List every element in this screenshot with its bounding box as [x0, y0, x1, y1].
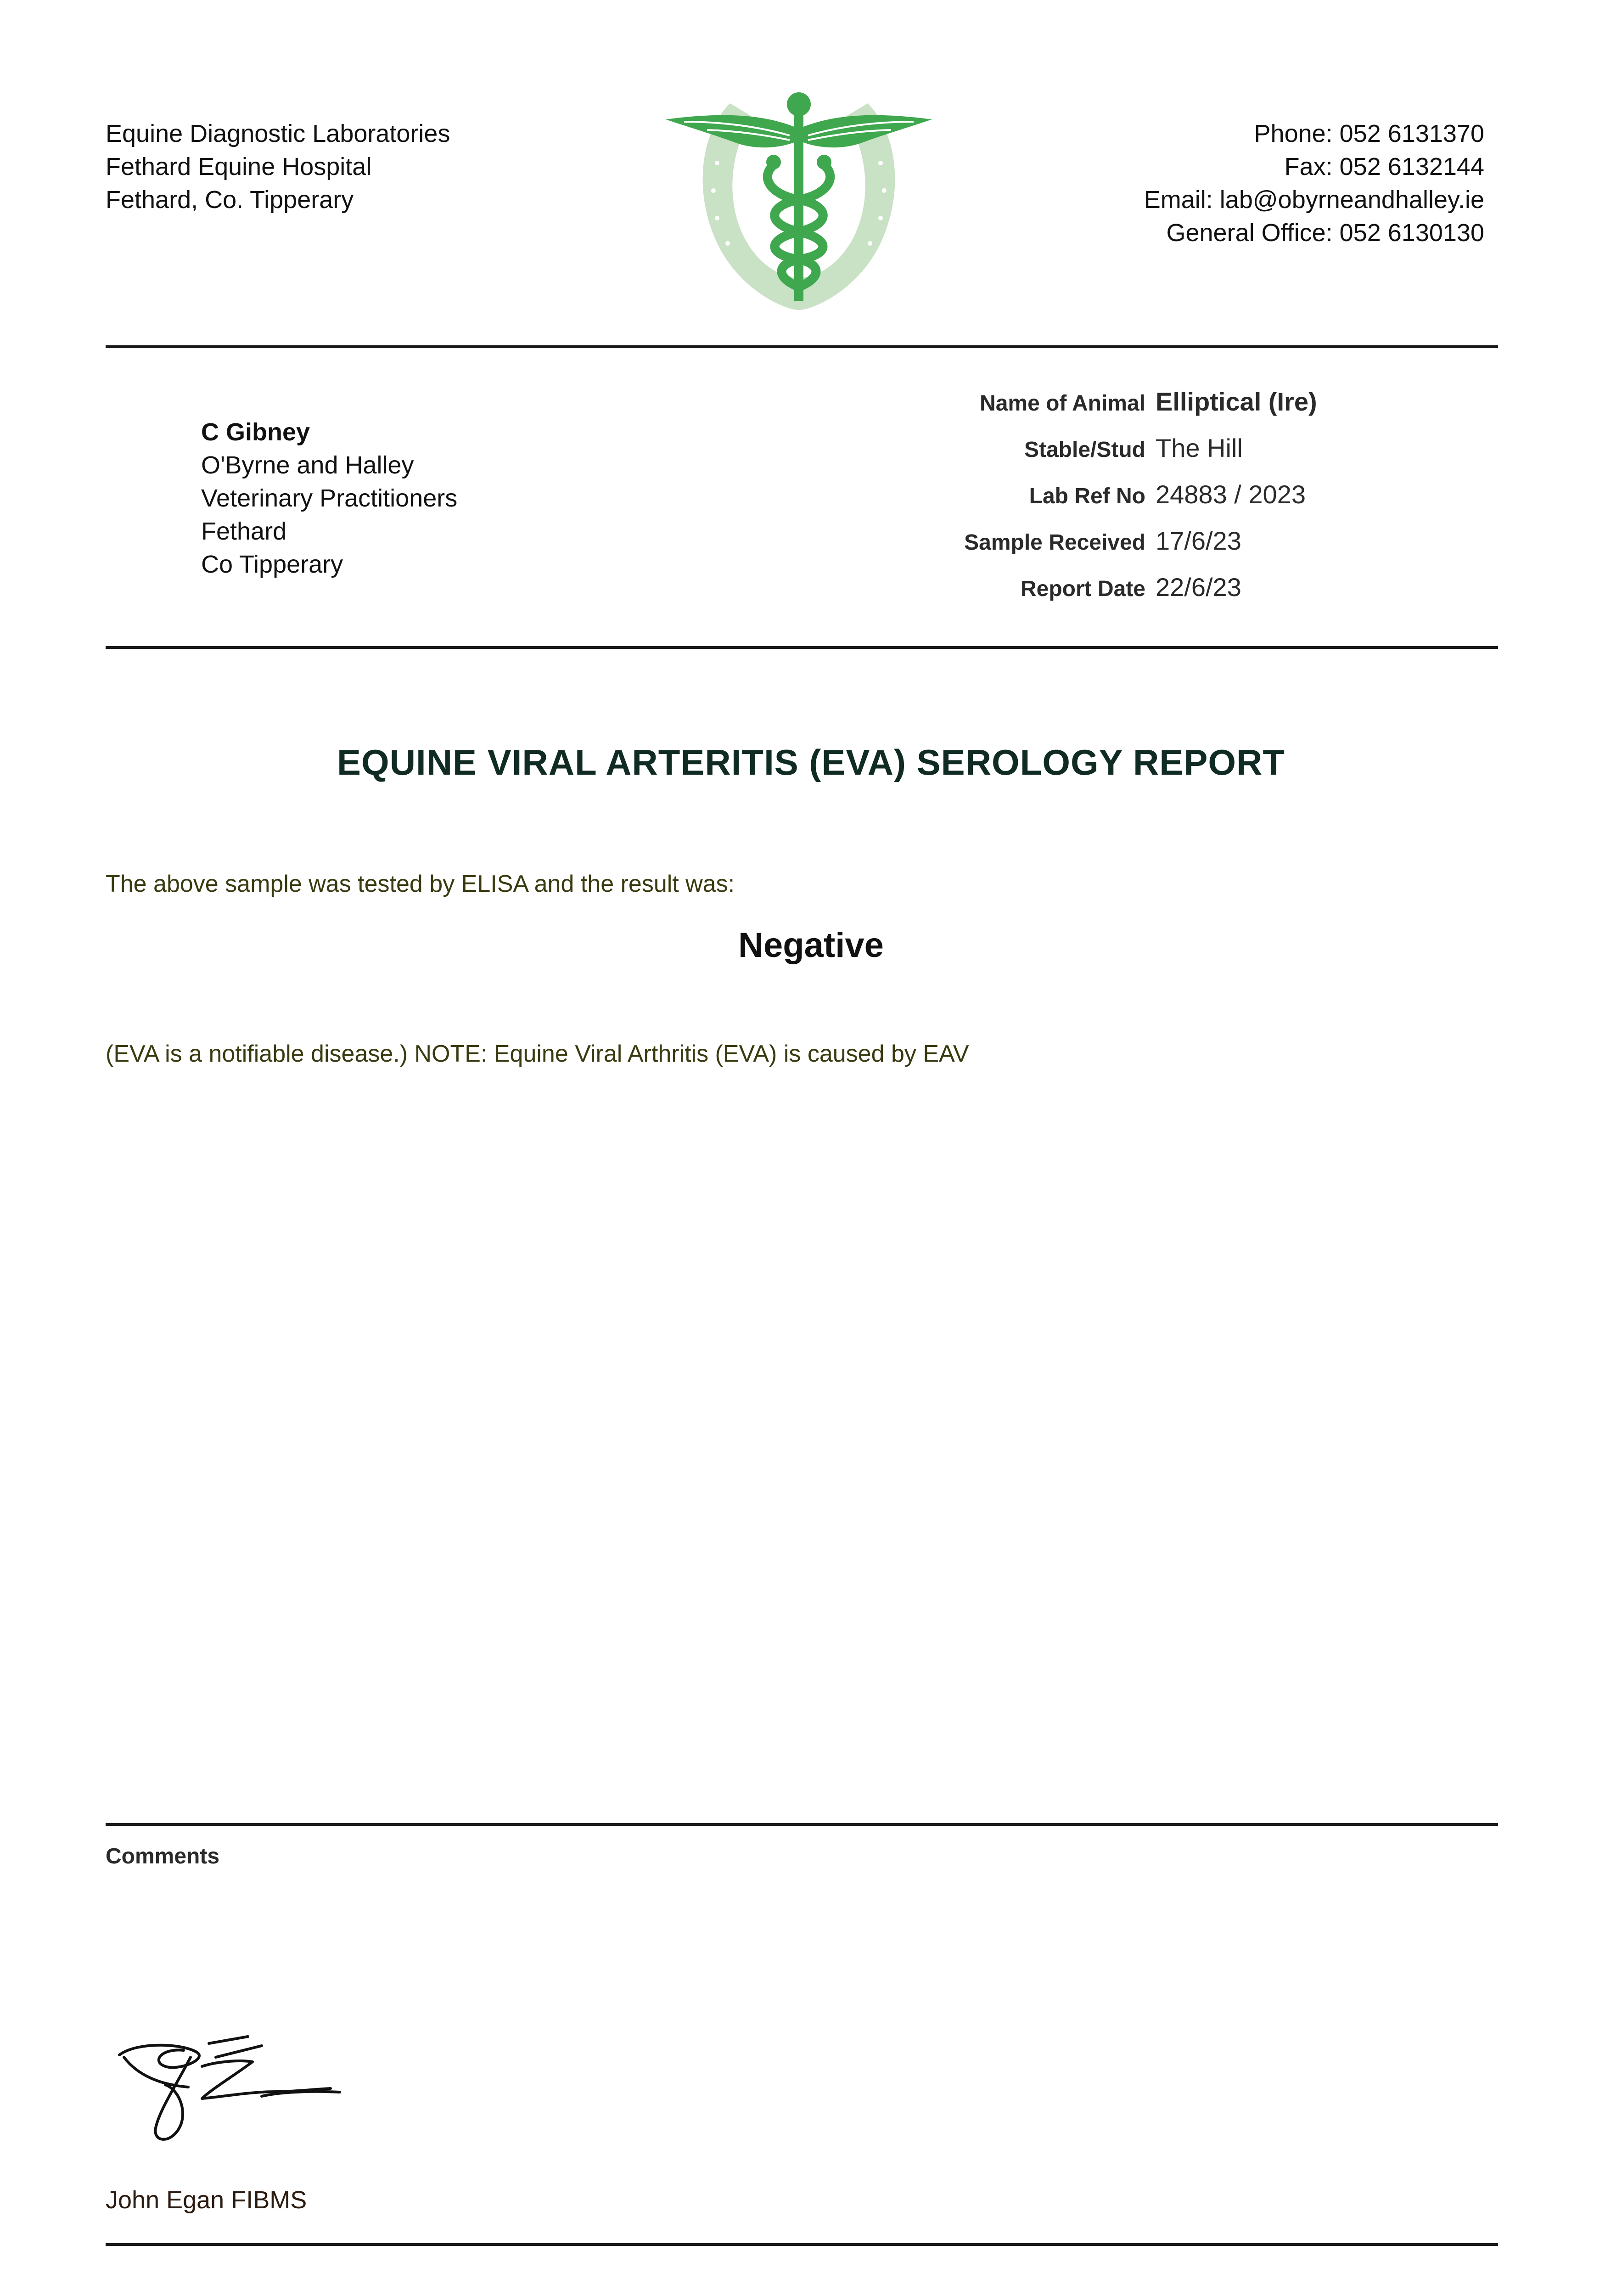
- detail-row-sample-received: [689, 526, 1317, 572]
- lab-address-line: Fethard, Co. Tipperary: [106, 186, 354, 214]
- detail-row-report-date: [689, 572, 1317, 619]
- recipient-line: Fethard: [201, 518, 287, 545]
- detail-label: Name of Animal: [980, 391, 1145, 416]
- detail-value: The Hill: [1156, 433, 1243, 462]
- caduceus-horseshoe-icon: [666, 85, 932, 315]
- detail-value: 17/6/23: [1156, 526, 1241, 555]
- header-divider: [106, 345, 1498, 348]
- detail-label: Lab Ref No: [1029, 484, 1145, 508]
- detail-value: 22/6/23: [1156, 573, 1241, 602]
- detail-label: Stable/Stud: [1024, 438, 1145, 462]
- contact-fax: Fax: 052 6132144: [1284, 153, 1484, 180]
- contact-email: Email: lab@obyrneandhalley.ie: [1144, 186, 1484, 214]
- recipient-line: Veterinary Practitioners: [201, 484, 458, 512]
- lab-address: [106, 117, 450, 216]
- recipient-name: C Gibney: [201, 418, 310, 446]
- footer-divider: [106, 2243, 1498, 2246]
- lab-address-line: Equine Diagnostic Laboratories: [106, 120, 450, 147]
- report-result: Negative: [738, 926, 884, 965]
- contact-general-office: General Office: 052 6130130: [1166, 219, 1484, 247]
- recipient-line: O'Byrne and Halley: [201, 451, 414, 479]
- detail-row-stable: [689, 433, 1317, 479]
- detail-value: Elliptical (Ire): [1156, 387, 1317, 416]
- comments-divider: [106, 1823, 1498, 1826]
- detail-label: Report Date: [1020, 577, 1145, 601]
- recipient-address: [201, 416, 457, 581]
- detail-value: 24883 / 2023: [1156, 480, 1306, 509]
- report-note: (EVA is a notifiable disease.) NOTE: Equine Viral Arthritis (EVA) is caused by EAV: [106, 1041, 969, 1067]
- detail-row-lab-ref: [689, 479, 1317, 526]
- lab-address-line: Fethard Equine Hospital: [106, 153, 372, 180]
- detail-row-animal: [689, 387, 1317, 433]
- comments-label: Comments: [106, 1844, 220, 1868]
- detail-label: Sample Received: [964, 530, 1145, 555]
- details-divider: [106, 646, 1498, 649]
- signer-name: John Egan FIBMS: [106, 2186, 307, 2214]
- report-title: EQUINE VIRAL ARTERITIS (EVA) SEROLOGY REPORT: [337, 742, 1285, 782]
- sample-details: [689, 387, 1317, 619]
- contact-phone: Phone: 052 6131370: [1254, 120, 1484, 147]
- recipient-line: Co Tipperary: [201, 551, 343, 578]
- report-intro: The above sample was tested by ELISA and the result was:: [106, 871, 735, 897]
- handwritten-signature-icon: [110, 2034, 349, 2154]
- contact-info: [1144, 117, 1484, 249]
